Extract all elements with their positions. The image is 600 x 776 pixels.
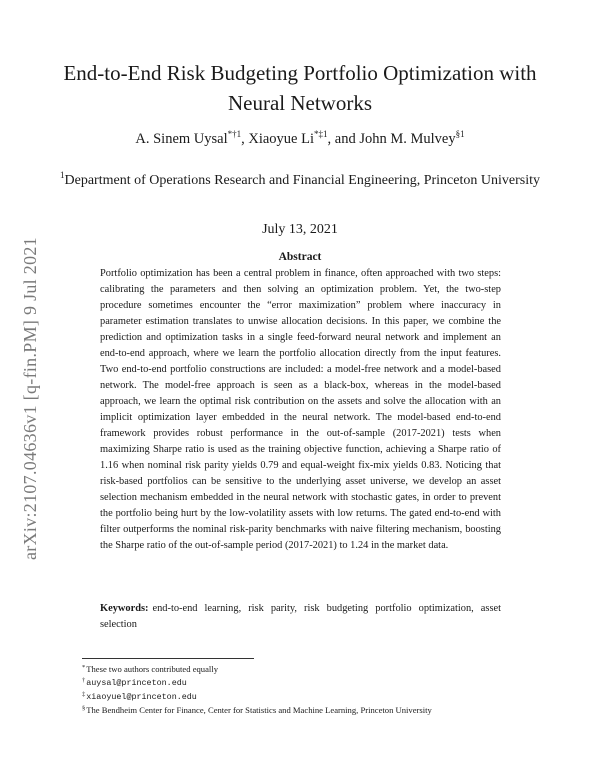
arxiv-identifier: arXiv:2107.04636v1 [q-fin.PM] 9 Jul 2021	[20, 237, 40, 560]
footnote-mark: §	[82, 705, 86, 712]
affiliation	[60, 164, 540, 192]
abstract-heading: Abstract	[278, 251, 322, 263]
footnote	[82, 662, 542, 675]
keywords-label: Keywords:	[100, 603, 149, 614]
author-marks: *‡1	[314, 129, 328, 139]
footnotes	[82, 662, 542, 716]
footnote-text: The Bendheim Center for Finance, Center for Statistics and Machine Learning, Princeton University	[86, 705, 432, 715]
keywords	[100, 601, 501, 633]
keywords-list: end-to-end learning, risk parity, risk budgeting portfolio optimization, asset selection	[100, 603, 501, 630]
author-marks: *†1	[227, 129, 242, 139]
author-separator: ,	[241, 131, 249, 147]
footnote-text: These two authors contributed equally	[86, 664, 218, 674]
author-name: John M. Mulvey	[359, 131, 456, 147]
footnote-email[interactable]: auysal@princeton.edu	[86, 678, 187, 688]
footnote-mark: ‡	[82, 691, 86, 698]
author-name: Xiaoyue Li	[248, 131, 315, 147]
footnote-divider	[82, 658, 254, 659]
author-name: A. Sinem Uysal	[135, 131, 228, 147]
affiliation-mark: 1	[60, 170, 65, 180]
footnote	[82, 689, 542, 703]
author-marks: §1	[455, 129, 465, 139]
abstract-body: Portfolio optimization has been a central problem in finance, often approached with two steps: calibrating the parameters and then solving an optimization problem. Yet, the two-step procedure sometimes encounter the “error maximization” problem where inaccuracy in parameter estimation translates to unwise allocation decisions. In this paper, we combine the prediction and optimization tasks in a single feed-forward neural network and implement an end-to-end approach, where we learn the portfolio allocation directly from the input features. Two end-to-end portfolio constructions are included: a model-free network and a model-based network. The model-free approach is seen as a black-box, whereas in the model-based approach, we learn the optimal risk contribution on the assets and solve the allocation with an implicit optimization layer embedded in the neural network. The model-based end-to-end framework provides robust performance in the out-of-sample (2017-2021) tests when maximizing Sharpe ratio is used as the training objective function, achieving a Sharpe ratio of 1.16 when nominal risk parity yields 0.79 and equal-weight fix-mix yields 0.83. Noticing that risk-based portfolios can be sensitive to the underlying asset universe, we develop an asset selection mechanism embedded in the neural network with stochastic gates, in order to prevent the portfolio being hurt by the low-volatility assets with low returns. The gated end-to-end with filter outperforms the nominal risk-parity benchmarks with naive filtering mechanism, boosting the Sharpe ratio of the out-of-sample period (2017-2021) to 1.24 in the market data.	[100, 268, 501, 551]
footnote-mark: *	[82, 664, 86, 671]
footnote-email[interactable]: xiaoyuel@princeton.edu	[86, 692, 197, 702]
footnote	[82, 675, 542, 689]
paper-title: End-to-End Risk Budgeting Portfolio Optimization with Neural Networks	[63, 61, 537, 115]
affiliation-text: Department of Operations Research and Financial Engineering, Princeton University	[64, 173, 540, 188]
author-line	[60, 129, 540, 148]
author-separator: , and	[327, 131, 360, 147]
publication-date: July 13, 2021	[262, 222, 338, 237]
footnote	[82, 703, 542, 716]
footnote-mark: †	[82, 677, 86, 684]
